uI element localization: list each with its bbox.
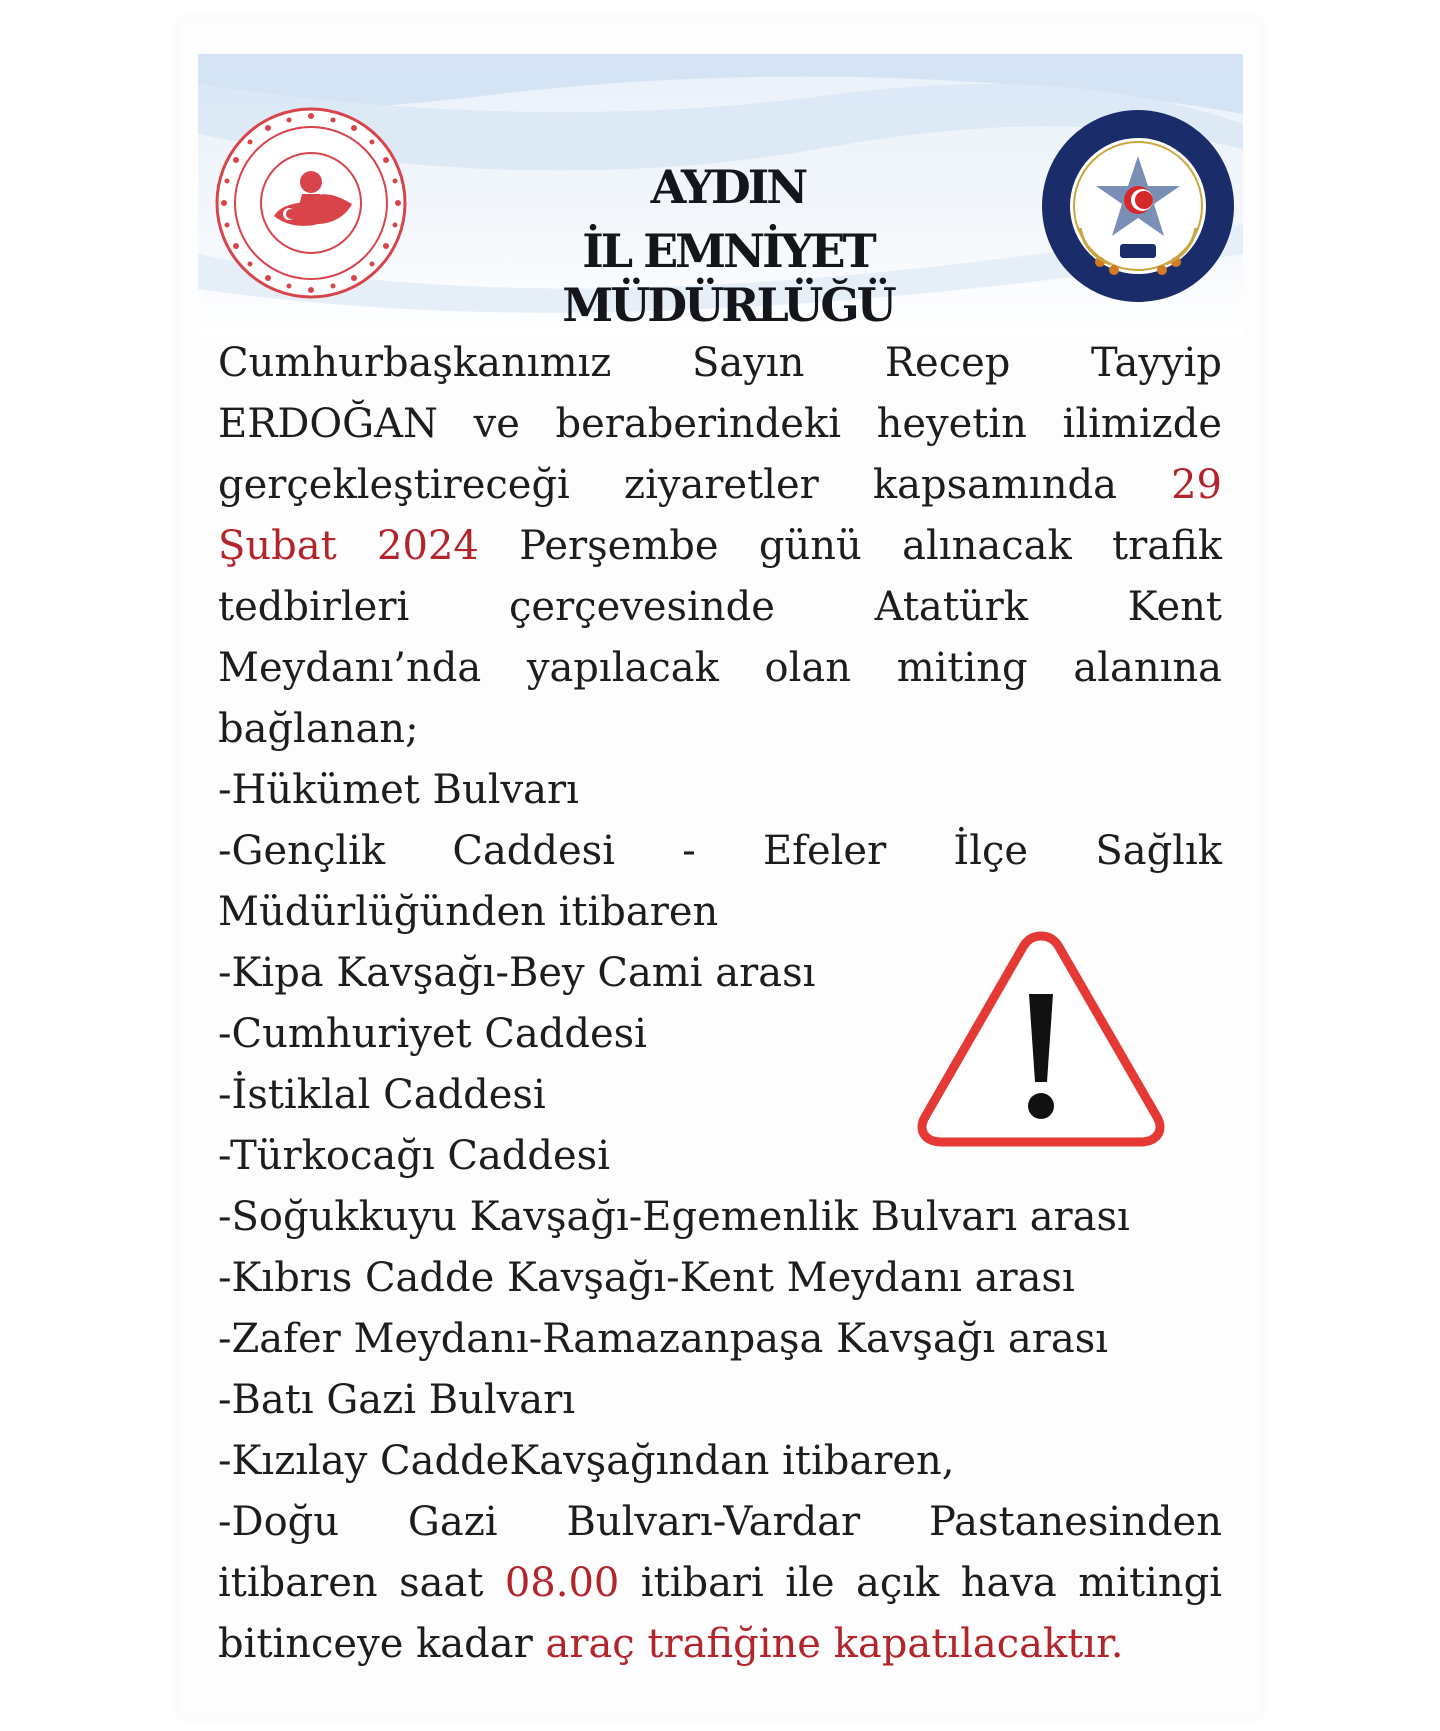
- road-item: -Türkocağı Caddesi: [218, 1133, 610, 1179]
- road-item: -Kıbrıs Cadde Kavşağı-Kent Meydanı arası: [218, 1255, 1075, 1301]
- title-directorate: İL EMNİYET MÜDÜRLÜĞÜ: [562, 224, 894, 332]
- closure-highlight: araç trafiğine kapatılacaktır.: [545, 1621, 1124, 1667]
- header-banner: [198, 54, 1243, 336]
- road-item: -Soğukkuyu Kavşağı-Egemenlik Bulvarı arası: [218, 1194, 1130, 1240]
- road-item: -İstiklal Caddesi: [218, 1072, 546, 1118]
- road-item: -Kızılay CaddeKavşağından itibaren,: [218, 1438, 955, 1484]
- road-item: -Zafer Meydanı-Ramazanpaşa Kavşağı arası: [218, 1316, 1109, 1362]
- road-item: -Kipa Kavşağı-Bey Cami arası: [218, 950, 816, 996]
- time-highlight: 08.00: [504, 1560, 620, 1606]
- intro-text-2: Perşembe günü alınacak trafik tedbirleri çerçevesinde Atatürk Kent Meydanı’nda yapılacak olan miting alanına bağlanan;: [218, 523, 1223, 752]
- date-highlight: 29 Şubat 2024: [218, 462, 1222, 569]
- road-item: -Gençlik Caddesi - Efeler İlçe Sağlık Müdürlüğünden itibaren: [218, 828, 1222, 935]
- road-item: -Batı Gazi Bulvarı: [218, 1377, 576, 1423]
- closing-text-2: itibari ile açık hava mitingi bitinceye kadar: [218, 1560, 1222, 1667]
- title-city: AYDIN: [650, 160, 806, 214]
- intro-paragraph: [218, 333, 1222, 760]
- closing-paragraph: [218, 1492, 1222, 1675]
- police-emblem-logo: [1040, 108, 1236, 304]
- warning-triangle-icon: [913, 922, 1169, 1150]
- intro-text-1: Cumhurbaşkanımız Sayın Recep Tayyip ERDOĞAN ve beraberindeki heyetin ilimizde gerçekleştireceği ziyaretler kapsamında: [218, 340, 1222, 508]
- closing-text-1: -Doğu Gazi Bulvarı-Vardar Pastanesinden itibaren saat: [218, 1499, 1222, 1606]
- ministry-seal-logo: [214, 106, 408, 300]
- road-item: -Hükümet Bulvarı: [218, 767, 579, 813]
- road-item: -Cumhuriyet Caddesi: [218, 1011, 647, 1057]
